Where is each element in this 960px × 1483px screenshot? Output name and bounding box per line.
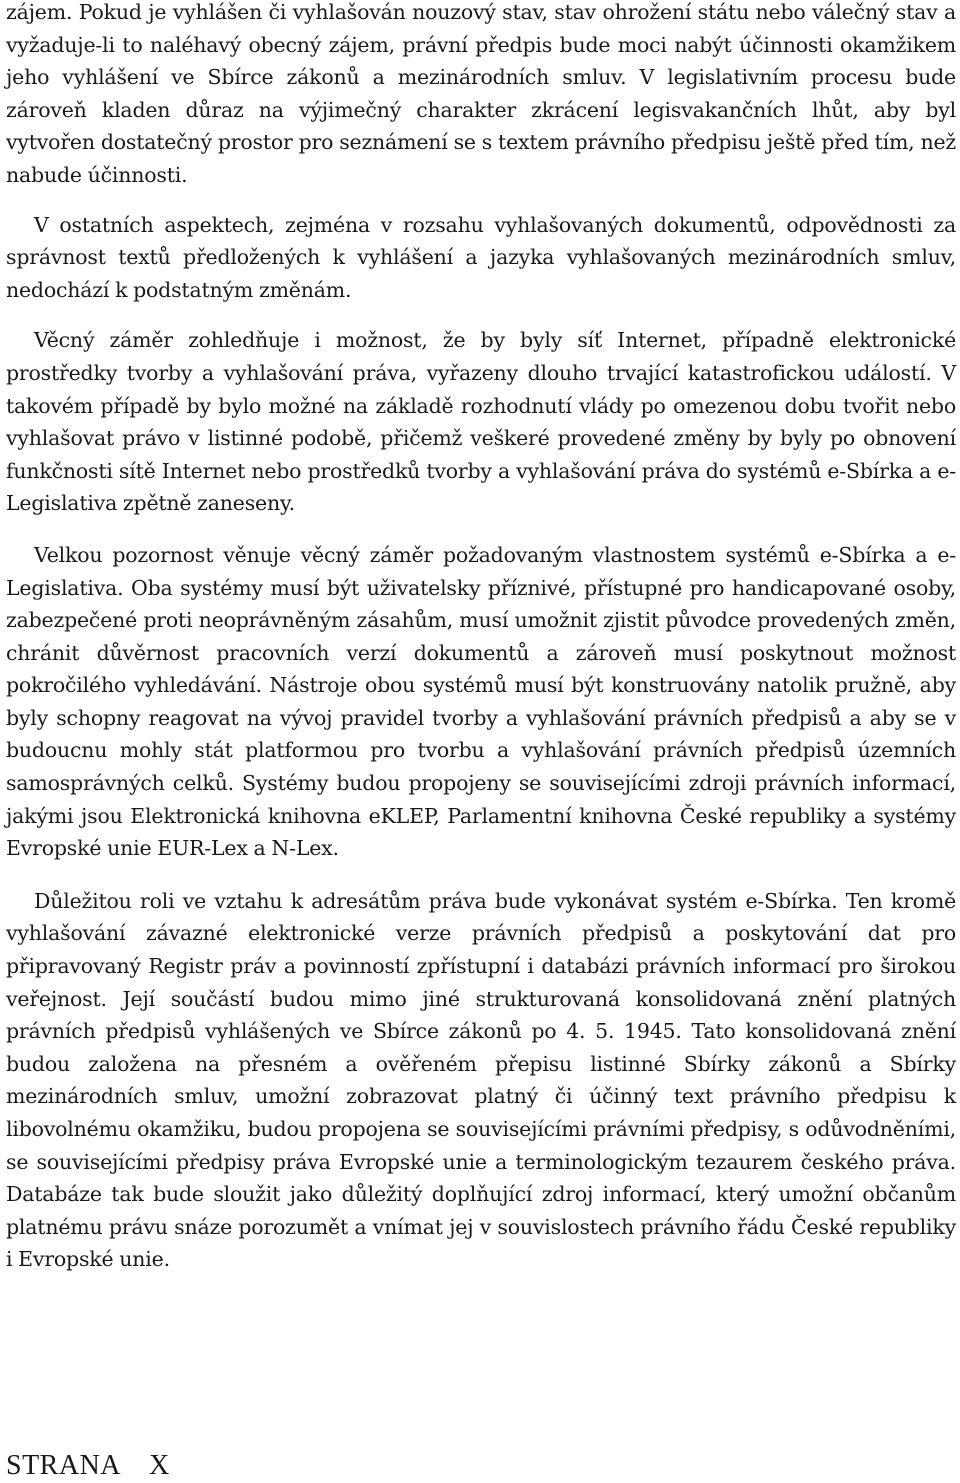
page-footer bbox=[6, 1450, 170, 1482]
paragraph-2: V ostatních aspektech, zejména v rozsahu vyhlašovaných dokumentů, odpovědnosti za správnost textů předložených k vyhlášení a jazyka vyhlašovaných mezinárodních smluv, nedochází k podstatným změnám. bbox=[6, 212, 956, 302]
paragraph-3: Věcný záměr zohledňuje i možnost, že by byly síť Internet, případně elektronické prostředky tvorby a vyhlašování práva, vyřazeny dlouho trvající katastrofickou událostí. V takovém případě by bylo možné na základě rozhodnutí vlády po omezenou dobu tvořit nebo vyhlašovat právo v listinné podobě, přičemž veškeré provedené změny by byly po obnovení funkčnosti sítě Internet nebo prostředků tvorby a vyhlašování práva do systémů e-Sbírka a e-Legislativa zpětně zaneseny. bbox=[6, 328, 956, 516]
paragraph-4: Velkou pozornost věnuje věcný záměr požadovaným vlastnostem systémů e-Sbírka a e-Legislativa. Oba systémy musí být uživatelsky příznivé, přístupné pro handicapované osoby, zabezpečené proti neoprávněným zásahům, musí umožnit zjistit původce provedených změn, chránit důvěrnost pracovních verzí dokumentů a zároveň musí poskytnout možnost pokročilého vyhledávání. Nástroje obou systémů musí být konstruovány natolik pružně, aby byly schopny reagovat na vývoj pravidel tvorby a vyhlašování právních předpisů a aby se v budoucnu mohly stát platformou pro tvorbu a vyhlašování právních předpisů územních samosprávných celků. Systémy budou propojeny se souvisejícími zdroji právních informací, jakými jsou Elektronická knihovna eKLEP, Parlamentní knihovna České republiky a systémy Evropské unie EUR-Lex a N-Lex. bbox=[6, 542, 956, 861]
paragraph-1: zájem. Pokud je vyhlášen či vyhlašován nouzový stav, stav ohrožení státu nebo válečný stav a vyžaduje-li to naléhavý obecný zájem, právní předpis bude moci nabýt účinnosti okamžikem jeho vyhlášení ve Sbírce zákonů a mezinárodních smluv. V legislativním procesu bude zároveň kladen důraz na výjimečný charakter zkrácení legisvakančních lhůt, aby byl vytvořen dostatečný prostor pro seznámení se s textem právního předpisu ještě před tím, než nabude účinnosti. bbox=[6, 0, 956, 187]
paragraph-5: Důležitou roli ve vztahu k adresátům práva bude vykonávat systém e-Sbírka. Ten kromě vyhlašování závazné elektronické verze právních předpisů a poskytování dat pro připravovaný Registr práv a povinností zpřístupní i databázi právních informací pro širokou veřejnost. Její součástí budou mimo jiné strukturovaná konsolidovaná znění platných právních předpisů vyhlášených ve Sbírce zákonů po 4. 5. 1945. Tato konsolidovaná znění budou založena na přesném a ověřeném přepisu listinné Sbírky zákonů a Sbírky mezinárodních smluv, umožní zobrazovat platný či účinný text právního předpisu k libovolnému okamžiku, budou propojena se souvisejícími právními předpisy, s odůvodněními, se souvisejícími předpisy práva Evropské unie a terminologickým tezaurem českého práva. Databáze tak bude sloužit jako důležitý doplňující zdroj informací, který umožní občanům platnému právu snáze porozumět a vnímat jej v souvislostech právního řádu České republiky i Evropské unie. bbox=[6, 888, 956, 1272]
document-page bbox=[6, 0, 956, 1276]
footer-page-number: X bbox=[149, 1450, 170, 1481]
footer-label: STRANA bbox=[6, 1450, 122, 1481]
